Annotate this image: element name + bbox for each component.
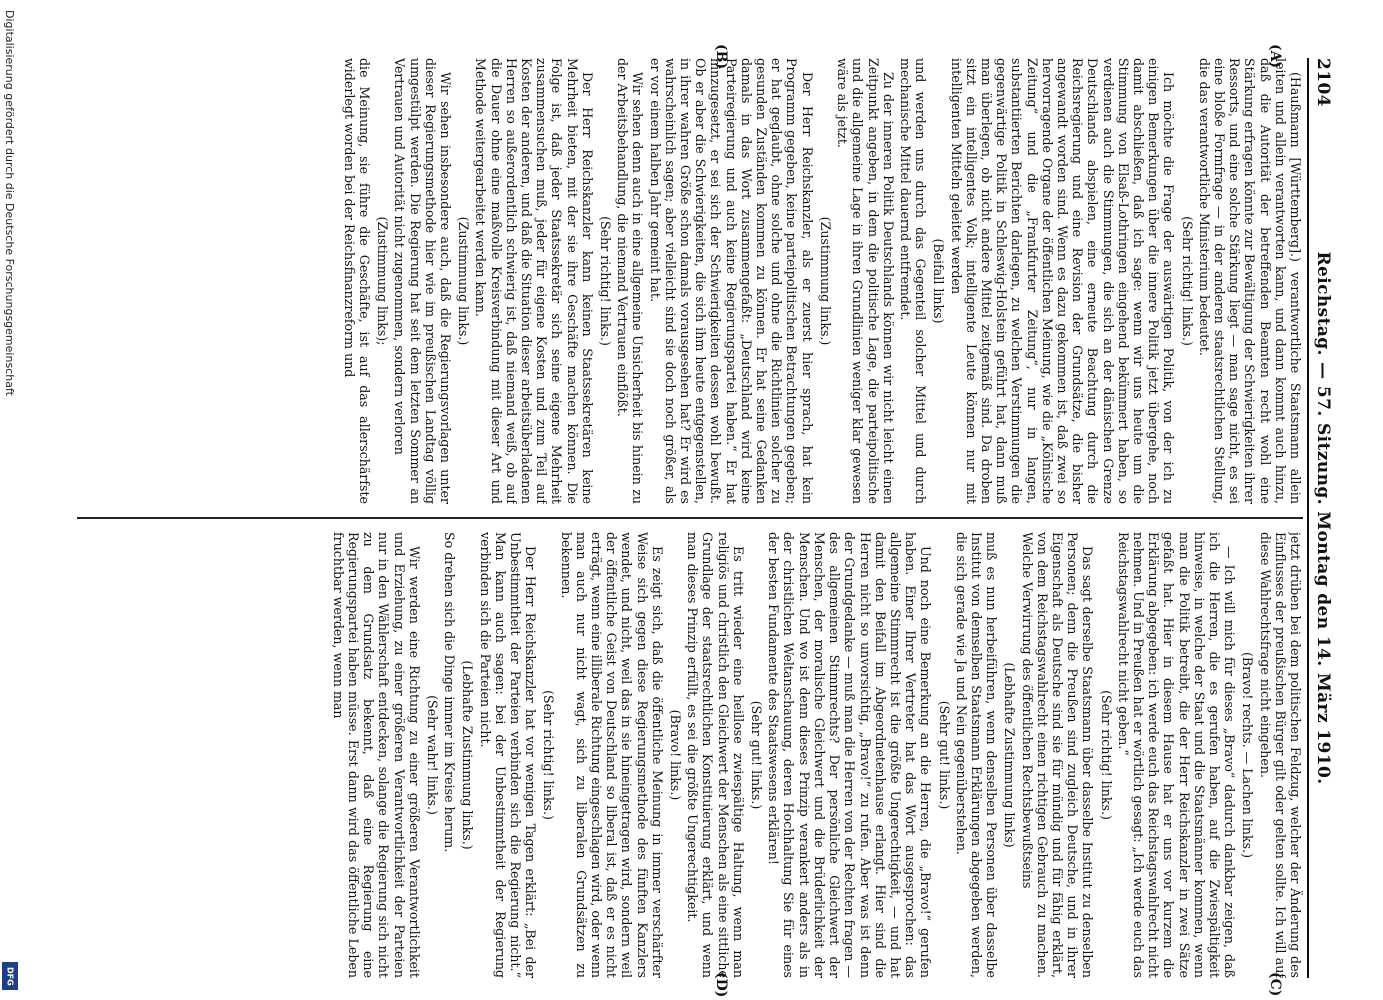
scanned-page	[55, 44, 1335, 998]
paragraph: So drehen sich die Dinge immer im Kreise herum.	[442, 532, 458, 853]
paragraph: — Ich will mich für dieses „Bravo“ dadurch dankbar zeigen, daß ich die Herren, die es gerufen haben, auf die Zwiespältigkeit hinweise, in welche der Staat und die Staatsmänner kommen, wenn man die Politik betreibt, die der Herr Reichskanzler in zwei Sätze gefaßt hat. Hier in diesem Hause hat er uns vor kurzem die Erklärung abgegeben: ich werde euch das Reichstagswahlrecht nicht nehmen. Und in Preußen hat er wörtlich gesagt: „Ich werde euch das Reichstagswahlrecht nicht geben.“	[1115, 532, 1238, 978]
left-column	[77, 58, 1303, 504]
interjection: (Sehr richtig! links.)	[1098, 690, 1114, 820]
paragraph: und werden uns durch das Gegenteil solcher Mittel und durch mechanische Mittel dauernd entfremdet.	[897, 58, 929, 504]
paragraph: Zu der inneren Politik Deutschlands können wir nicht leicht einen Zeitpunkt angeben, in dem die politische Lage, die parteipolitische und die allgemeine Lage in ihren Grundlinien weniger klar gewesen wäre als jetzt.	[835, 58, 896, 504]
page-number: 2104	[1313, 58, 1333, 107]
credit-text: Digitalisierung gefördert durch die Deutsche Forschungsgemeinschaft	[3, 10, 16, 396]
interjection: (Sehr richtig! links.)	[541, 690, 557, 820]
interjection: (Zustimmung links);	[375, 216, 391, 346]
right-column	[77, 532, 1303, 978]
interjection: (Bravo! rechts. — Lachen links.)	[1240, 651, 1256, 858]
paragraph: Wir sehen denn auch in eine allgemeine Unsicherheit bis hinein zu der Arbeitsbehandlung, die niemand Vertrauen einflößt.	[615, 58, 646, 504]
running-title: Reichstag. — 57. Sitzung. Montag den 14. März 1910.	[1313, 251, 1333, 785]
paragraph: Der Herr Reichskanzler kann keinen Staatssekretären keine Mehrheit bieten, mit der sie ihre Geschäfte machen können. Die Folge ist, daß jeder Staatssekretär sich seine eigene Mehrheit zusammensuchen muß, jeder für eigene Kosten und zum Teil auf Kosten der anderen, und daß die Situation dieser arbeitsüberladenen Herren so außerordentlich schwierig ist, daß niemand weiß, ob auf die Dauer ohne eine maßvolle Kreisverbindung mit dieser Art und Methode weitergearbeitet werden kann.	[473, 58, 595, 504]
paragraph: Der Herr Reichskanzler hat vor wenigen Tagen erklärt: „Bei der Unbestimmtheit der Parteien verbinden sich die Regierung nicht.“ Man kann auch sagen: bei der Unbestimmtheit der Regierung verbinden sich die Parteien nicht.	[477, 532, 539, 978]
interjection: (Sehr gut! links.)	[749, 700, 765, 810]
paragraph: Und noch eine Bemerkung an die Herren, die „Bravo!“ gerufen haben. Einer Ihrer Vertreter hat das Wort ausgesprochen: das allgemeine Stimmrecht ist die größte Ungerechtigkeit, — und hat damit den Beifall im Abgeordnetenhause erlangt. Hier sind die Herren nicht so unvorsichtig, „Bravo!“ zu rufen. Aber was ist denn der Grundgedanke — muß man die Herren von der Rechten fragen — des allgemeinen Stimmrechts? Der persönliche Gleichwert der Menschen, der moralische Gleichwert und die Brüderlichkeit der Menschen. Und wo ist denn dieses Prinzip verankert anders als in der christlichen Weltanschauung, deren Hochhaltung Sie für eines der besten Fundamente des Staatswesens erklären!	[766, 532, 934, 978]
interjection: (Sehr wahr! links.)	[425, 695, 441, 815]
interjection: (Bravo! links.)	[668, 709, 684, 801]
interjection: (Lebhafte Zustimmung links.)	[460, 660, 476, 850]
paragraph: jetzt drüben bei dem politischen Feldzug, welcher der Änderung des Einflusses der preußischen Bürger gilt oder gelten sollte. Ich will auf diese Wahlrechtsfrage nicht eingehen.	[1257, 532, 1303, 978]
margin-marker-b: (B)	[713, 44, 729, 70]
margin-marker-c: (C)	[1267, 972, 1283, 997]
margin-marker-a: (A)	[1267, 44, 1283, 69]
interjection: (Beifall links)	[931, 238, 947, 324]
paragraph: Das sagt derselbe Staatsmann über dasselbe Institut zu denselben Personen; denn die Preußen sind zugleich Deutsche, und in ihrer Eigenschaft als Deutsche sind sie für mündig und für fähig erklärt, von dem Reichstagswahlrecht einen richtigen Gebrauch zu machen. Welche Verwirrung des öffentlichen Rechtsbewußtseins	[1019, 532, 1096, 978]
paragraph: Es zeigt sich, daß die öffentliche Meinung in immer verschärfter Weise sich gegen diese Regierungsmethode des fünften Kanzlers wendet, und nicht, weil das in sie hineingetragen wird, sondern weil der öffentliche Geist von Deutschland so liberal ist, daß er es nicht erträgt, wenn eine illiberale Richtung eingeschlagen wird, oder wenn man auch nur nicht wagt, sich zu liberalen Grundsätzen zu bekennen.	[558, 532, 665, 978]
interjection: (Zustimmung links.)	[817, 216, 833, 346]
dfg-logo: DFG	[2, 962, 18, 990]
column-divider	[77, 517, 1303, 519]
interjection: (Sehr richtig! links.)	[1179, 216, 1195, 346]
credit-strip	[0, 0, 22, 1000]
paragraph: muß es nun herbeiführen, wenn denselben Personen über dasselbe Institut von demselben Staatsmann Erklärungen abgegeben werden, die sich gerade wie Ja und Nein gegenüberstehen.	[953, 532, 1000, 978]
header-rule	[1307, 58, 1309, 978]
paragraph: Wir werden eine Richtung zu einer größeren Verantwortlichkeit und Erziehung, zu einer größeren Verantwortlichkeit der Parteien nur in den Wählerschaft entdecken, solange die Regierung sich nicht zu dem Grundsatz bekennt, daß eine Regierung eine Regierungspartei haben müsse. Erst dann wird das öffentliche Leben fruchtbar werden, wenn man	[330, 532, 422, 978]
paragraph: Wir sehen insbesondere auch, daß die Regierungsvorlagen unter dieser Regierungsmethode hier wie im preußischen Landtag völlig umgestülpt werden. Die Regierung hat seit dem letzten Sommer an Vertrauen und Autorität nicht zugenommen, sondern verloren	[392, 58, 454, 504]
interjection: (Zustimmung links.)	[456, 216, 472, 346]
page-header	[1309, 58, 1335, 978]
interjection: (Sehr richtig! links.)	[598, 216, 614, 346]
paragraph-text: verantwortliche Staatsmann allein leiten und allein verantworten kann, und dann kommt auch hinzu, daß die Autorität der betreffenden Beamten recht wohl eine Stärkung erfragen könnte zur Bewältigung der Schwierigkeiten ihrer Ressorts, und eine solche Stärkung liegt — man sage nicht, es sei eine bloße Formfrage — in der anderen staatsrechtlichen Stellung, die das verantwortliche Ministerium bedeutet.	[1196, 58, 1303, 504]
margin-marker-d: (D)	[713, 972, 729, 998]
paragraph	[1197, 58, 1303, 504]
paragraph: Ich möchte die Frage der auswärtigen Politik, von der ich zu einigen Bemerkungen über die innere Politik jetzt übergehe, noch damit abschließen, daß ich sage: wenn wir uns heute um die Stimmung von Elsaß-Lothringen eingehend bekümmert haben, so verdienen auch die Stimmungen, die sich an der dänischen Grenze Deutschlands abspielen, eine erneute Beachtung durch die Reichsregierung und eine Revision der Grundsätze, die bisher angewandt worden sind. Wenn es dazu gekommen ist, daß zwei so hervorragende Organe der öffentlichen Meinung, wie die „Kölnische Zeitung“ und die „Frankfurter Zeitung“, nur in langen, substantiierten Berichten darlegen, zu welchen Verstimmungen die gegenwärtige Politik in Schleswig-Holstein geführt hat, dann muß man überlegen, ob nicht andere Mittel zeitgemäß sind. Da droben sitzt ein intelligentes Volk; intelligente Leute können nur mit intelligenten Mitteln geleitet werden	[948, 58, 1177, 504]
interjection: (Sehr gut! links.)	[936, 700, 952, 810]
interjection: (Lebhafte Zustimmung links)	[1002, 662, 1018, 848]
paragraph: die Meinung, sie führe die Geschäfte, ist auf das allerschärfste widerlegt worden bei der Reichsfinanzreform und	[341, 58, 373, 504]
speaker-name: (Haußmann [Württemberg].)	[1288, 72, 1303, 262]
paragraph: Es tritt wieder eine heillose zwiespältige Haltung, wenn man religiös und christlich den Gleichwert der Menschen als eine sittliche Grundlage der staatsrechtlichen Konstituierung erklärt, und wenn man dieses Prinzip erfüllt, es sei die größte Ungerechtigkeit.	[685, 532, 746, 978]
paragraph: Der Herr Reichskanzler, als er zuerst hier sprach, hat kein Programm gegeben, keine parteipolitischen Betrachtungen gegeben; er hat geglaubt, ohne solche und ohne die Richtlinien solcher zu gesunden Zuständen kommen zu können. Er hat seine Gedanken damals in das Wort zusammengefaßt: „Deutschland wird keine Parteiregierung und auch keine Regierungspartei haben.“ Er hat hinzugesetzt, er sei sich der Schwierigkeiten dessen wohl bewußt. Ob er aber die Schwierigkeiten, die sich ihm heute entgegenstellen, in ihrer wahren Größe schon damals vorausgesehen hat? Er wird es wahrscheinlich sagen; aber vielleicht sind sie doch noch größer, als er vor einem halben Jahr gemeint hat.	[647, 58, 815, 504]
